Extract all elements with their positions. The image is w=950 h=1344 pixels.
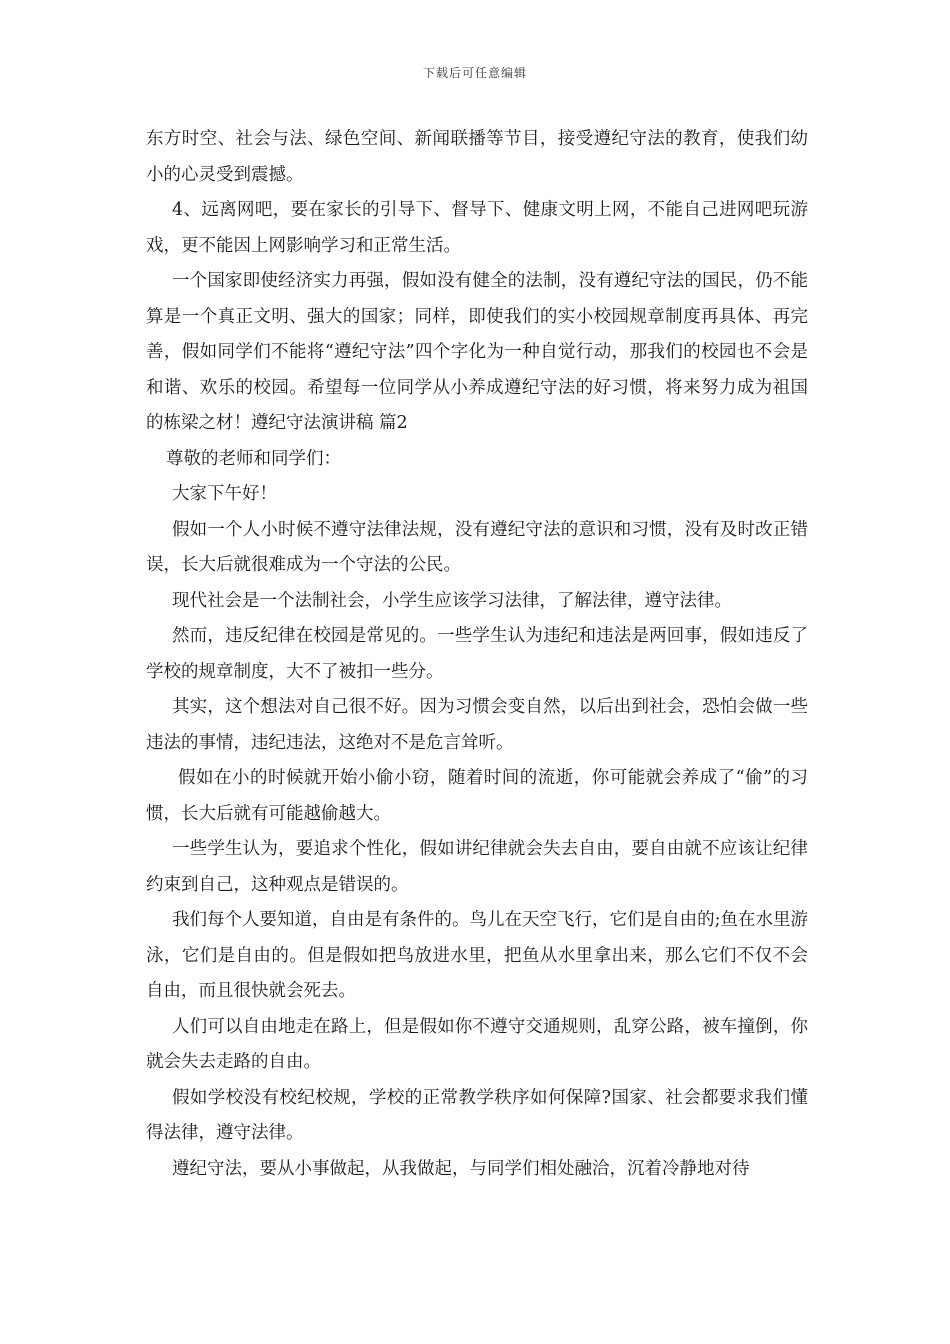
paragraph-7: 现代社会是一个法制社会，小学生应该学习法律，了解法律，遵守法律。: [172, 590, 732, 611]
salutation: 尊敬的老师和同学们：: [166, 448, 341, 469]
paragraph-11: 一些学生认为，要追求个性化，假如讲纪律就会失去自由，要自由就不应该让纪律约束到自己，这种观点是错误的。: [146, 839, 808, 895]
document-body: [146, 122, 808, 1187]
paragraph-1: 东方时空、社会与法、绿色空间、新闻联播等节目，接受遵纪守法的教育，使我们幼小的心灵受到震撼。: [146, 129, 808, 185]
paragraph-12: 我们每个人要知道，自由是有条件的。鸟儿在天空飞行，它们是自由的;鱼在水里游泳，它们是自由的。但是假如把鸟放进水里，把鱼从水里拿出来，那么它们不仅不会自由，而且很快就会死去。: [146, 910, 808, 1001]
greeting: 大家下午好！: [172, 484, 277, 504]
paragraph-14: 假如学校没有校纪校规，学校的正常教学秩序如何保障?国家、社会都要求我们懂得法律，遵守法律。: [146, 1087, 808, 1143]
paragraph-3: 一个国家即使经济实力再强，假如没有健全的法制，没有遵纪守法的国民，仍不能算是一个真正文明、强大的国家；同样，即使我们的实小校园规章制度再具体、再完善，假如同学们不能将“遵纪守法”四个字化为一种自觉行动，那我们的校园也不会是和谐、欢乐的校园。希望每一位同学从小养成遵纪守法的好习惯，将来努力成为祖国的栋梁之材！遵纪守法演讲稿 篇2: [146, 271, 808, 433]
paragraph-13: 人们可以自由地走在路上，但是假如你不遵守交通规则，乱穿公路，被车撞倒，你就会失去走路的自由。: [146, 1016, 808, 1072]
paragraph-2: 4、远离网吧，要在家长的引导下、督导下、健康文明上网，不能自己进网吧玩游戏，更不能因上网影响学习和正常生活。: [146, 200, 808, 256]
page-header: 下载后可任意编辑: [422, 66, 527, 80]
paragraph-10: 假如在小的时候就开始小偷小窃，随着时间的流逝，你可能就会养成了“偷”的习惯，长大后就有可能越偷越大。: [146, 768, 808, 824]
paragraph-9: 其实，这个想法对自己很不好。因为习惯会变自然，以后出到社会，恐怕会做一些违法的事情，违纪违法，这绝对不是危言耸听。: [146, 697, 808, 753]
paragraph-15: 遵纪守法，要从小事做起，从我做起，与同学们相处融洽，沉着冷静地对待: [172, 1158, 750, 1179]
paragraph-6: 假如一个人小时候不遵守法律法规，没有遵纪守法的意识和习惯，没有及时改正错误，长大后就很难成为一个守法的公民。: [146, 519, 808, 575]
paragraph-8: 然而，违反纪律在校园是常见的。一些学生认为违纪和违法是两回事，假如违反了学校的规章制度，大不了被扣一些分。: [146, 626, 808, 682]
